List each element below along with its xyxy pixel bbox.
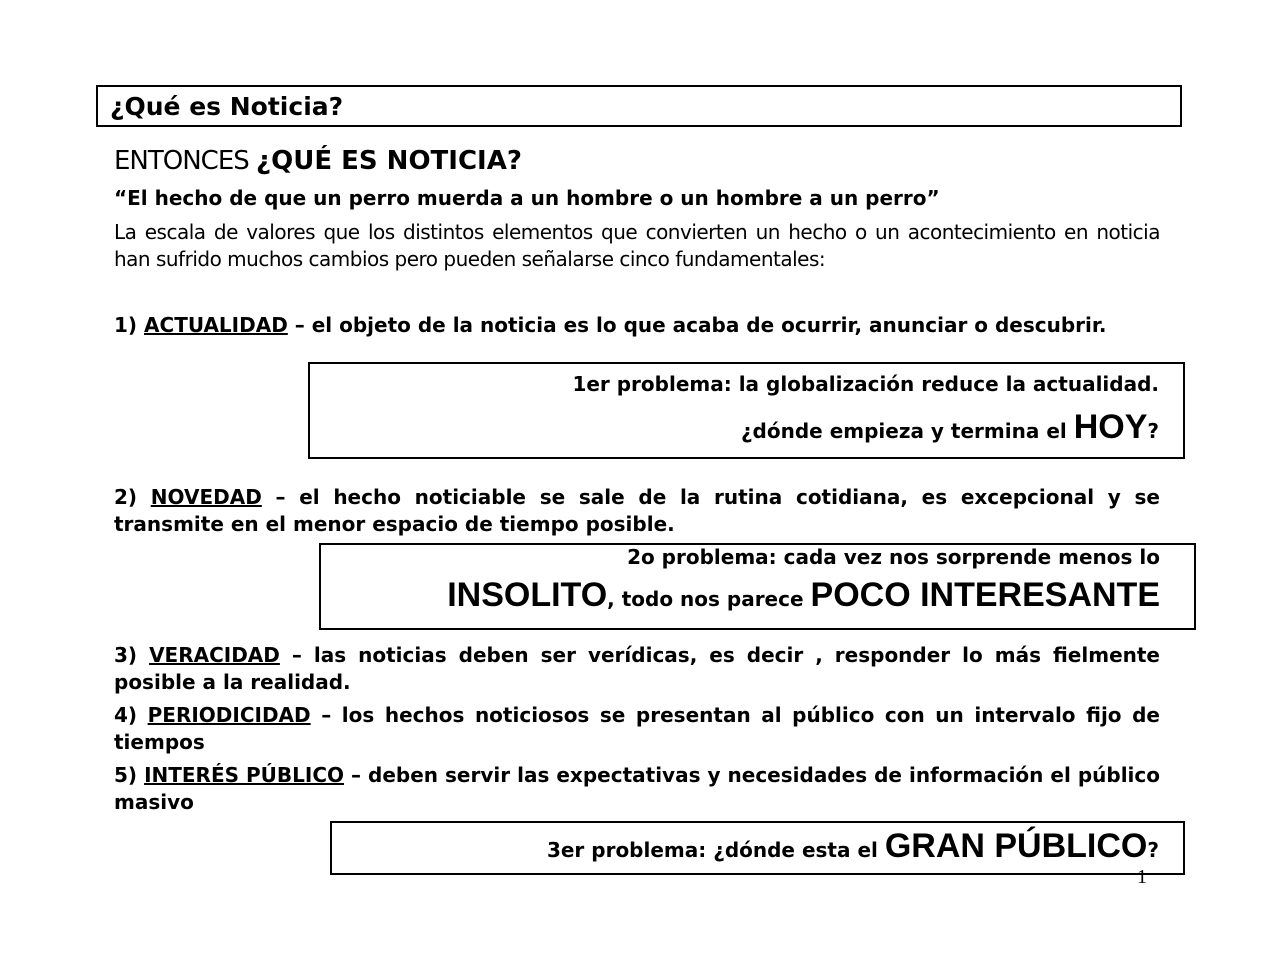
problem-3-end: ?	[1147, 838, 1159, 862]
item-text: – las noticias deben ser verídicas, es decir , responder lo más fielmente posible a la realidad.	[114, 643, 1160, 694]
list-item-interes-publico	[114, 762, 1160, 816]
list-item-actualidad	[114, 312, 1160, 339]
quote: “El hecho de que un perro muerda a un hombre o un hombre a un perro”	[114, 186, 940, 210]
problem-1-highlight: HOY	[1073, 408, 1148, 446]
problem-1-line-2	[741, 408, 1159, 447]
problem-box-3	[330, 821, 1185, 875]
item-text: – deben servir las expectativas y necesidades de información el público masivo	[114, 763, 1160, 814]
problem-3-highlight: GRAN PÚBLICO	[884, 827, 1148, 865]
section-heading	[114, 146, 522, 176]
item-text: – los hechos noticiosos se presentan al público con un intervalo fijo de tiempos	[114, 703, 1160, 754]
problem-box-2	[319, 543, 1196, 630]
item-text: – el hecho noticiable se sale de la rutina cotidiana, es excepcional y se transmite en el menor espacio de tiempo posible.	[114, 485, 1160, 536]
intro-paragraph: La escala de valores que los distintos elementos que convierten un hecho o un acontecimiento en noticia han sufrido muchos cambios pero pueden señalarse cinco fundamentales:	[114, 220, 1160, 271]
page-number: 1	[1137, 866, 1147, 888]
item-term: PERIODICIDAD	[147, 703, 311, 727]
problem-2-highlight-2: POCO INTERESANTE	[810, 576, 1160, 614]
problem-1-text: ¿dónde empieza y termina el	[740, 419, 1074, 443]
title-box	[96, 85, 1182, 127]
heading-question: ¿QUÉ ES NOTICIA?	[256, 146, 522, 176]
list-item-novedad	[114, 484, 1160, 538]
item-number: 2)	[114, 485, 151, 509]
problem-1-line-1: 1er problema: la globalización reduce la actualidad.	[572, 372, 1159, 396]
item-text: – el objeto de la noticia es lo que acaba de ocurrir, anunciar o descubrir.	[287, 313, 1107, 337]
item-number: 5)	[114, 763, 145, 787]
item-term: VERACIDAD	[149, 643, 280, 667]
problem-2-line-2	[447, 576, 1160, 615]
list-item-periodicidad	[114, 702, 1160, 756]
item-number: 1)	[114, 313, 145, 337]
item-term: ACTUALIDAD	[144, 313, 288, 337]
problem-2-highlight-1: INSOLITO	[447, 576, 608, 614]
item-number: 4)	[114, 703, 148, 727]
problem-2-text: , todo nos parece	[607, 587, 811, 611]
problem-box-1	[308, 362, 1185, 459]
problem-1-end: ?	[1147, 419, 1159, 443]
problem-3-text: 3er problema: ¿dónde esta el	[546, 838, 885, 862]
problem-3-line	[547, 827, 1159, 866]
list-item-veracidad	[114, 642, 1160, 696]
page-title: ¿Qué es Noticia?	[110, 92, 344, 121]
problem-2-line-1: 2o problema: cada vez nos sorprende menos lo	[627, 545, 1160, 569]
heading-prefix: ENTONCES	[114, 146, 257, 176]
item-term: INTERÉS PÚBLICO	[144, 763, 345, 787]
item-term: NOVEDAD	[150, 485, 262, 509]
item-number: 3)	[114, 643, 150, 667]
